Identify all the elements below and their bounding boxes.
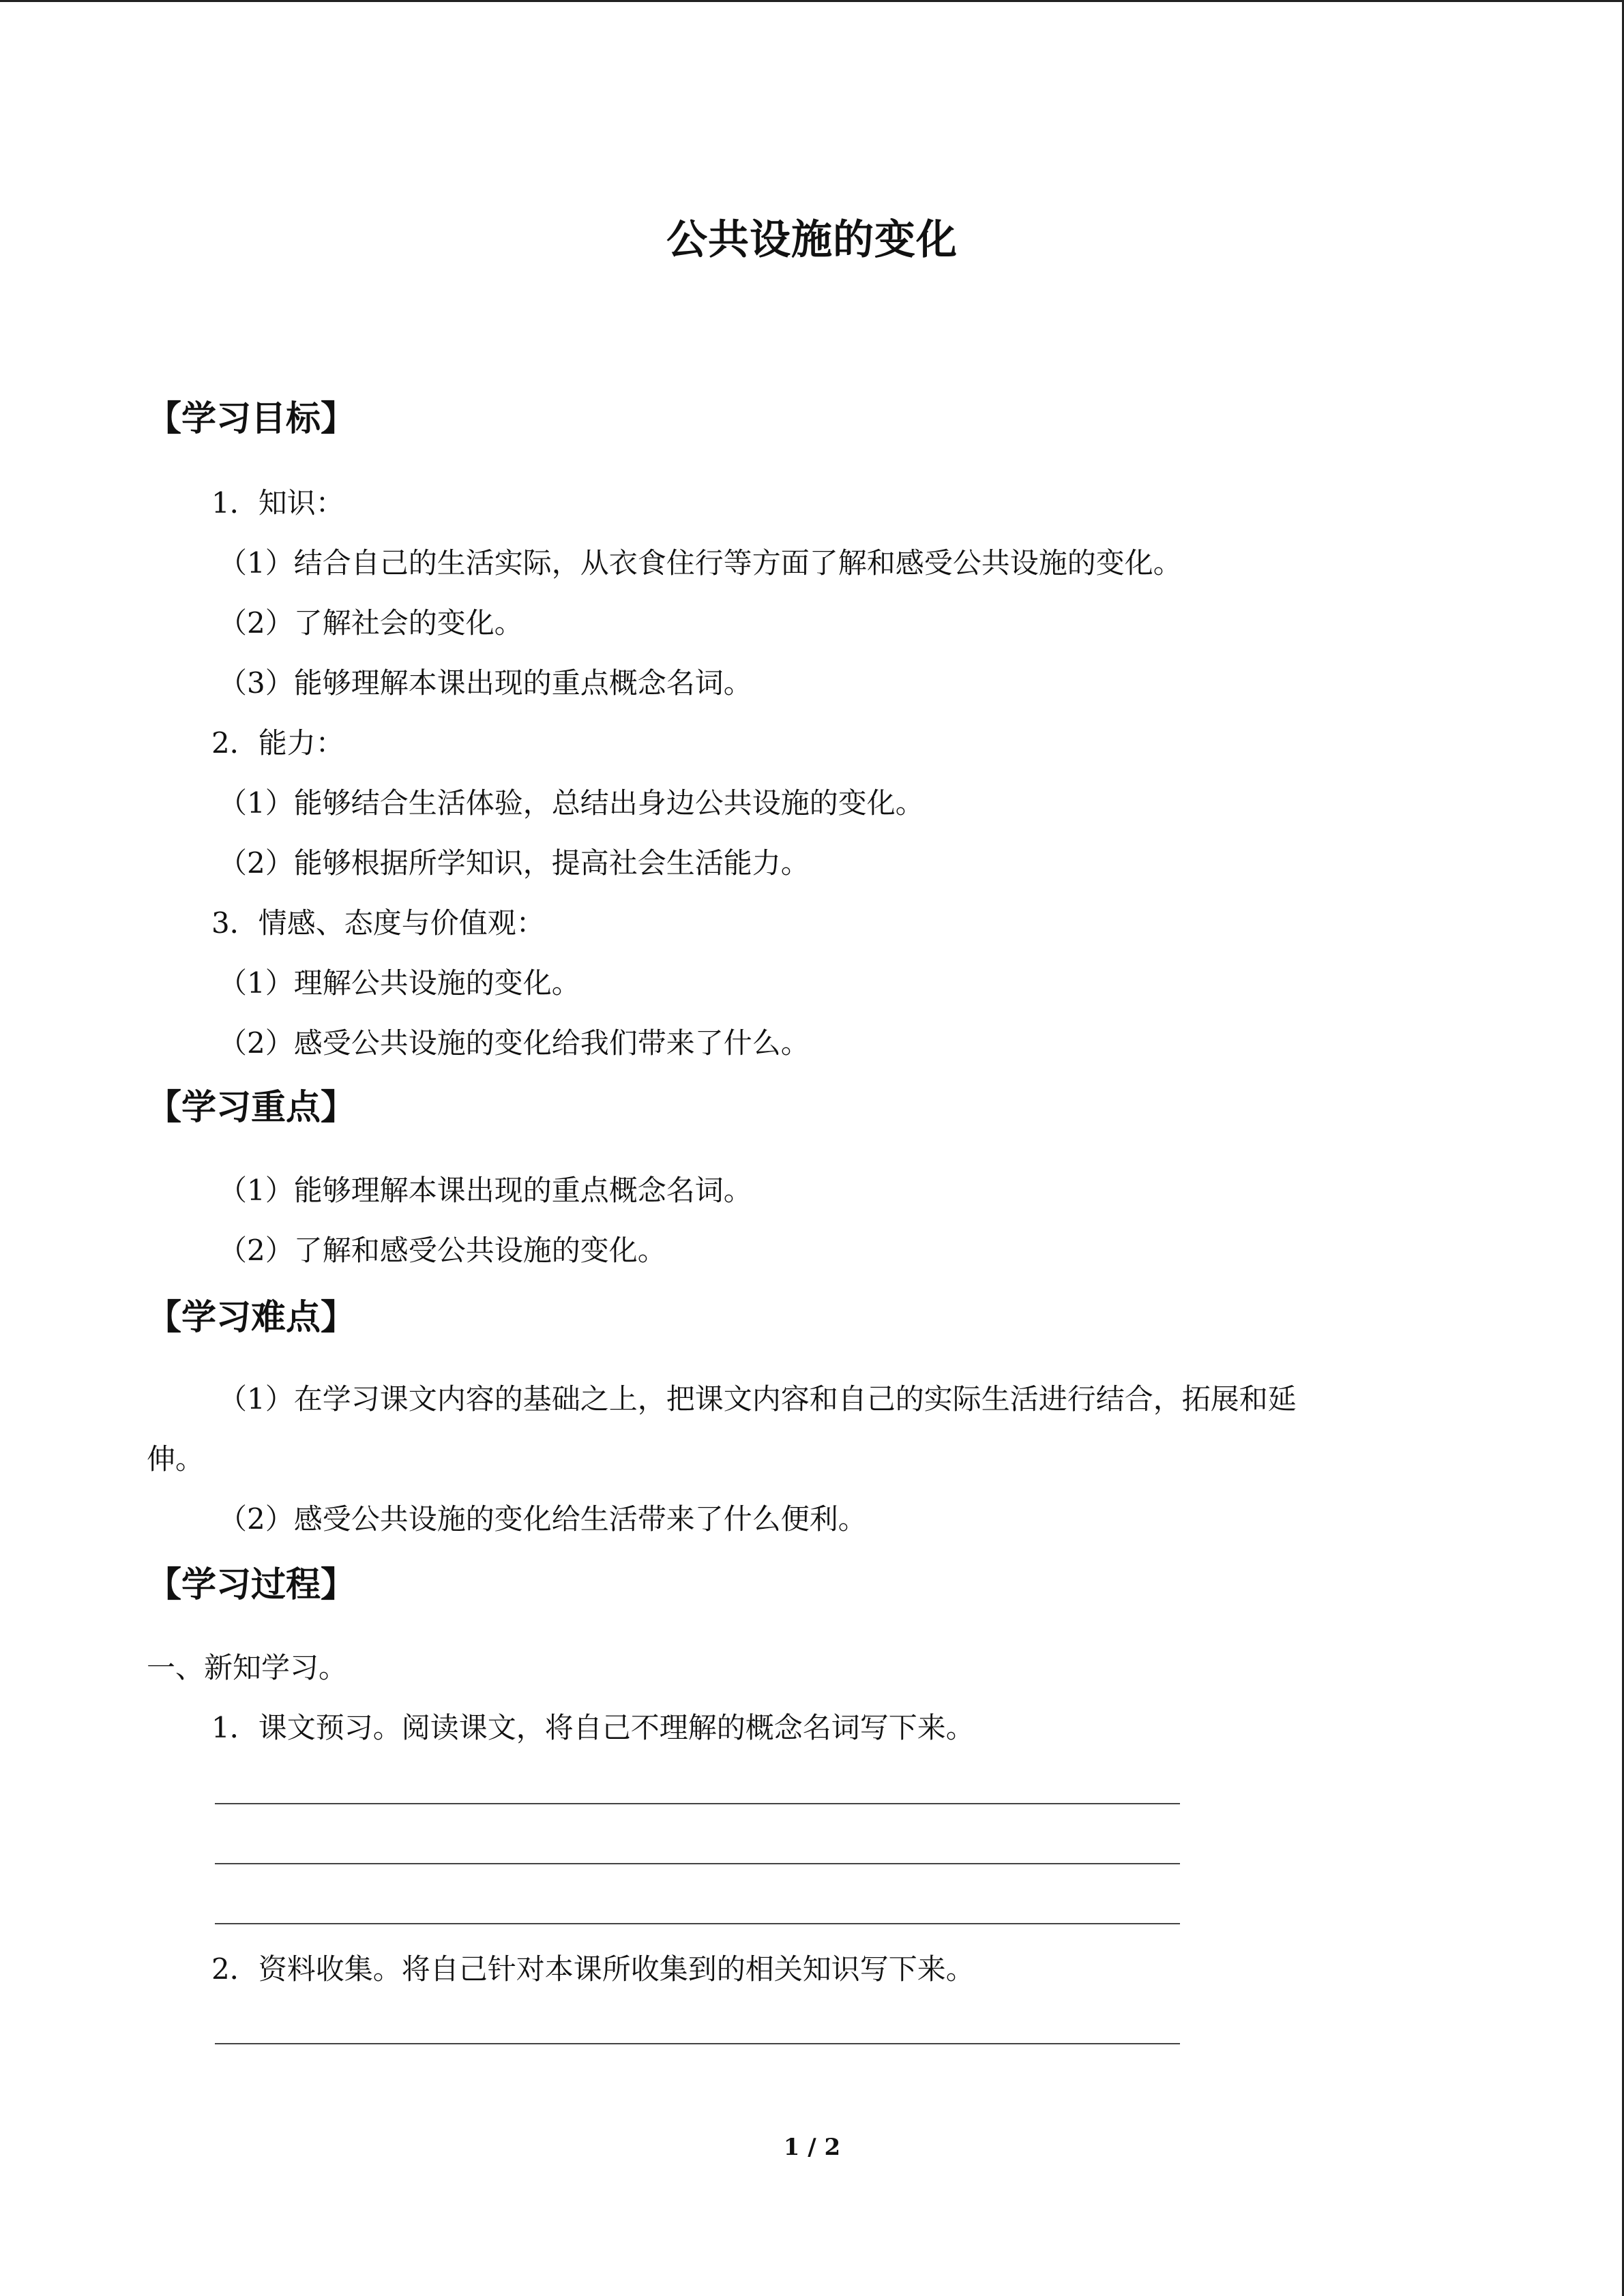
knowledge-item-3: （3）能够理解本课出现的重点概念名词。 — [218, 666, 752, 700]
key-point-1: （1）能够理解本课出现的重点概念名词。 — [218, 1174, 752, 1207]
page-title: 公共设施的变化 — [666, 216, 958, 264]
step-preview: 1．课文预习。阅读课文，将自己不理解的概念名词写下来。 — [211, 1711, 975, 1744]
ability-label: 2．能力： — [211, 726, 344, 760]
values-item-1: （1）理解公共设施的变化。 — [218, 966, 580, 1000]
page-number: 1 / 2 — [783, 2134, 841, 2161]
step-collect: 2．资料收集。将自己针对本课所收集到的相关知识写下来。 — [211, 1952, 975, 1986]
key-points-heading: 【学习重点】 — [147, 1088, 356, 1128]
process-heading: 【学习过程】 — [147, 1565, 356, 1605]
ability-item-2: （2）能够根据所学知识，提高社会生活能力。 — [218, 846, 810, 880]
key-point-2: （2）了解和感受公共设施的变化。 — [218, 1234, 666, 1267]
difficulty-2: （2）感受公共设施的变化给生活带来了什么便利。 — [218, 1502, 867, 1536]
knowledge-label: 1．知识： — [211, 486, 344, 520]
knowledge-item-2: （2）了解社会的变化。 — [218, 606, 523, 640]
difficulty-1-line-2: 伸。 — [147, 1442, 205, 1476]
ability-item-1: （1）能够结合生活体验，总结出身边公共设施的变化。 — [218, 786, 924, 820]
values-label: 3．情感、态度与价值观： — [211, 906, 545, 940]
difficulty-1-line-1: （1）在学习课文内容的基础之上，把课文内容和自己的实际生活进行结合，拓展和延 — [218, 1382, 1297, 1416]
values-item-2: （2）感受公共设施的变化给我们带来了什么。 — [218, 1026, 810, 1060]
answer-line[interactable] — [215, 2043, 1180, 2044]
difficulties-heading: 【学习难点】 — [147, 1298, 356, 1338]
knowledge-item-1: （1）结合自己的生活实际，从衣食住行等方面了解和感受公共设施的变化。 — [218, 546, 1182, 580]
answer-line[interactable] — [215, 1863, 1180, 1864]
answer-line[interactable] — [215, 1923, 1180, 1924]
answer-line[interactable] — [215, 1803, 1180, 1804]
section-new-knowledge: 一、新知学习。 — [147, 1651, 348, 1684]
objectives-heading: 【学习目标】 — [147, 399, 356, 439]
